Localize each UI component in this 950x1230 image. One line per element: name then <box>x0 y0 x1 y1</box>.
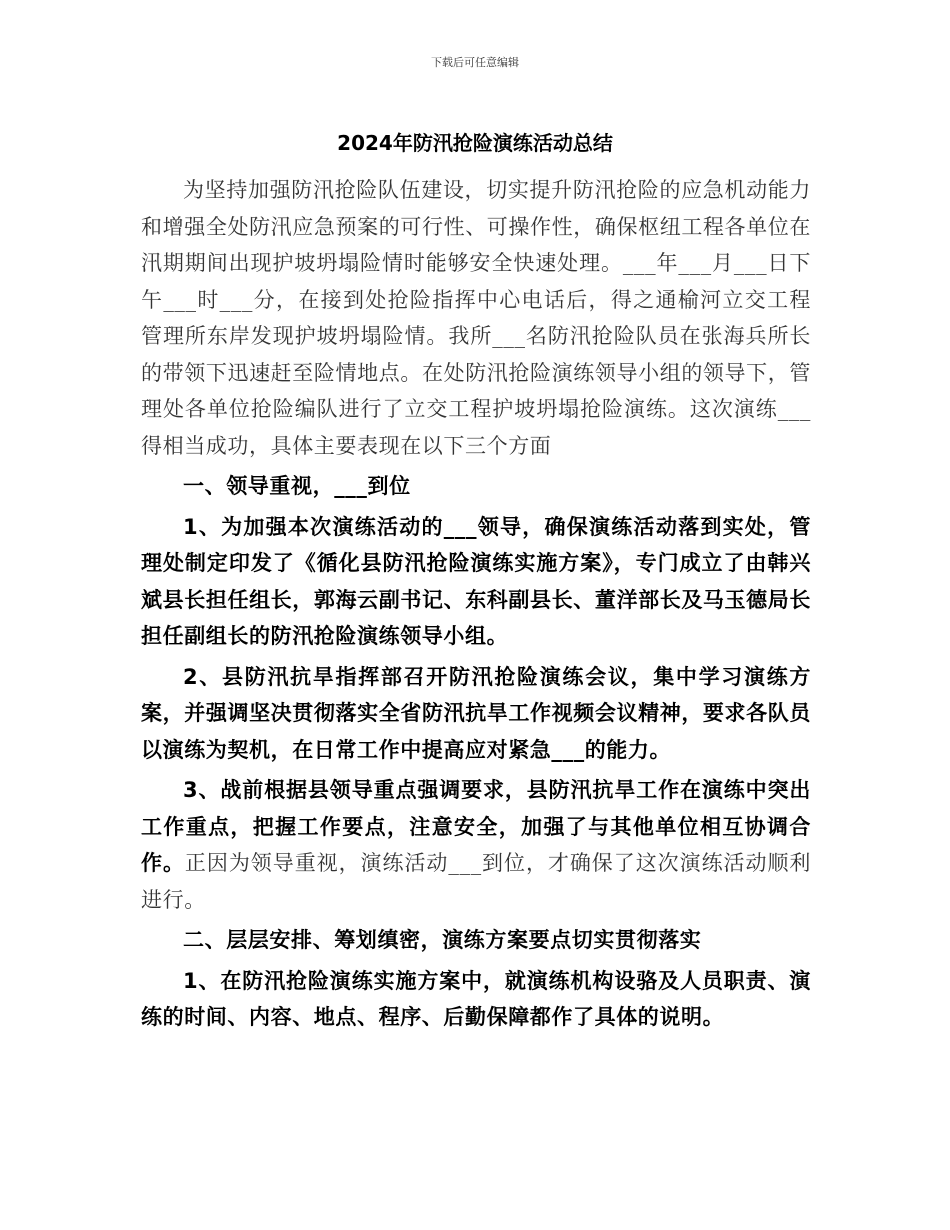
section-1-paragraph-3-bold: 3、战前根据县领导重点强调要求，县防汛抗旱工作在演练中突出工作重点，把握工作要点，注意安全，加强了与其他单位相互协调合作。 <box>141 778 811 875</box>
section-1-heading: 一、领导重视，___到位 <box>183 474 411 498</box>
header-note: 下载后可任意编辑 <box>431 56 519 69</box>
section-2-heading: 二、层层安排、筹划缜密，演练方案要点切实贯彻落实 <box>183 928 702 952</box>
section-1-paragraph-1: 1、为加强本次演练活动的___领导，确保演练活动落到实处，管理处制定印发了《循化县防汛抢险演练实施方案》，专门成立了由韩兴斌县长担任组长，郭海云副书记、东科副县长、董洋部长及马玉德局长担任副组长的防汛抢险演练领导小组。 <box>141 514 811 648</box>
section-1-paragraph-3 <box>141 772 811 918</box>
intro-paragraph: 为坚持加强防汛抢险队伍建设，切实提升防汛抢险的应急机动能力和增强全处防汛应急预案的可行性、可操作性，确保枢纽工程各单位在汛期期间出现护坡坍塌险情时能够安全快速处理。___年___月___日下午___时___分，在接到处抢险指挥中心电话后，得之通榆河立交工程管理所东岸发现护坡坍塌险情。我所___名防汛抢险队员在张海兵所长的带领下迅速赶至险情地点。在处防汛抢险演练领导小组的领导下，管理处各单位抢险编队进行了立交工程护坡坍塌抢险演练。这次演练___得相当成功，具体主要表现在以下三个方面 <box>141 178 811 458</box>
section-1-paragraph-3-normal: 正因为领导重视，演练活动___到位，才确保了这次演练活动顺利进行。 <box>141 851 812 912</box>
section-2-paragraph-1: 1、在防汛抢险演练实施方案中，就演练机构设骆及人员职责、演练的时间、内容、地点、程序、后勤保障都作了具体的说明。 <box>141 968 811 1029</box>
document-body <box>141 172 811 1036</box>
document-title: 2024年防汛抢险演练活动总结 <box>337 131 613 155</box>
section-1-paragraph-2: 2、县防汛抗旱指挥部召开防汛抢险演练会议，集中学习演练方案，并强调坚决贯彻落实全省防汛抗旱工作视频会议精神，要求各队员以演练为契机，在日常工作中提高应对紧急___的能力。 <box>141 664 811 762</box>
